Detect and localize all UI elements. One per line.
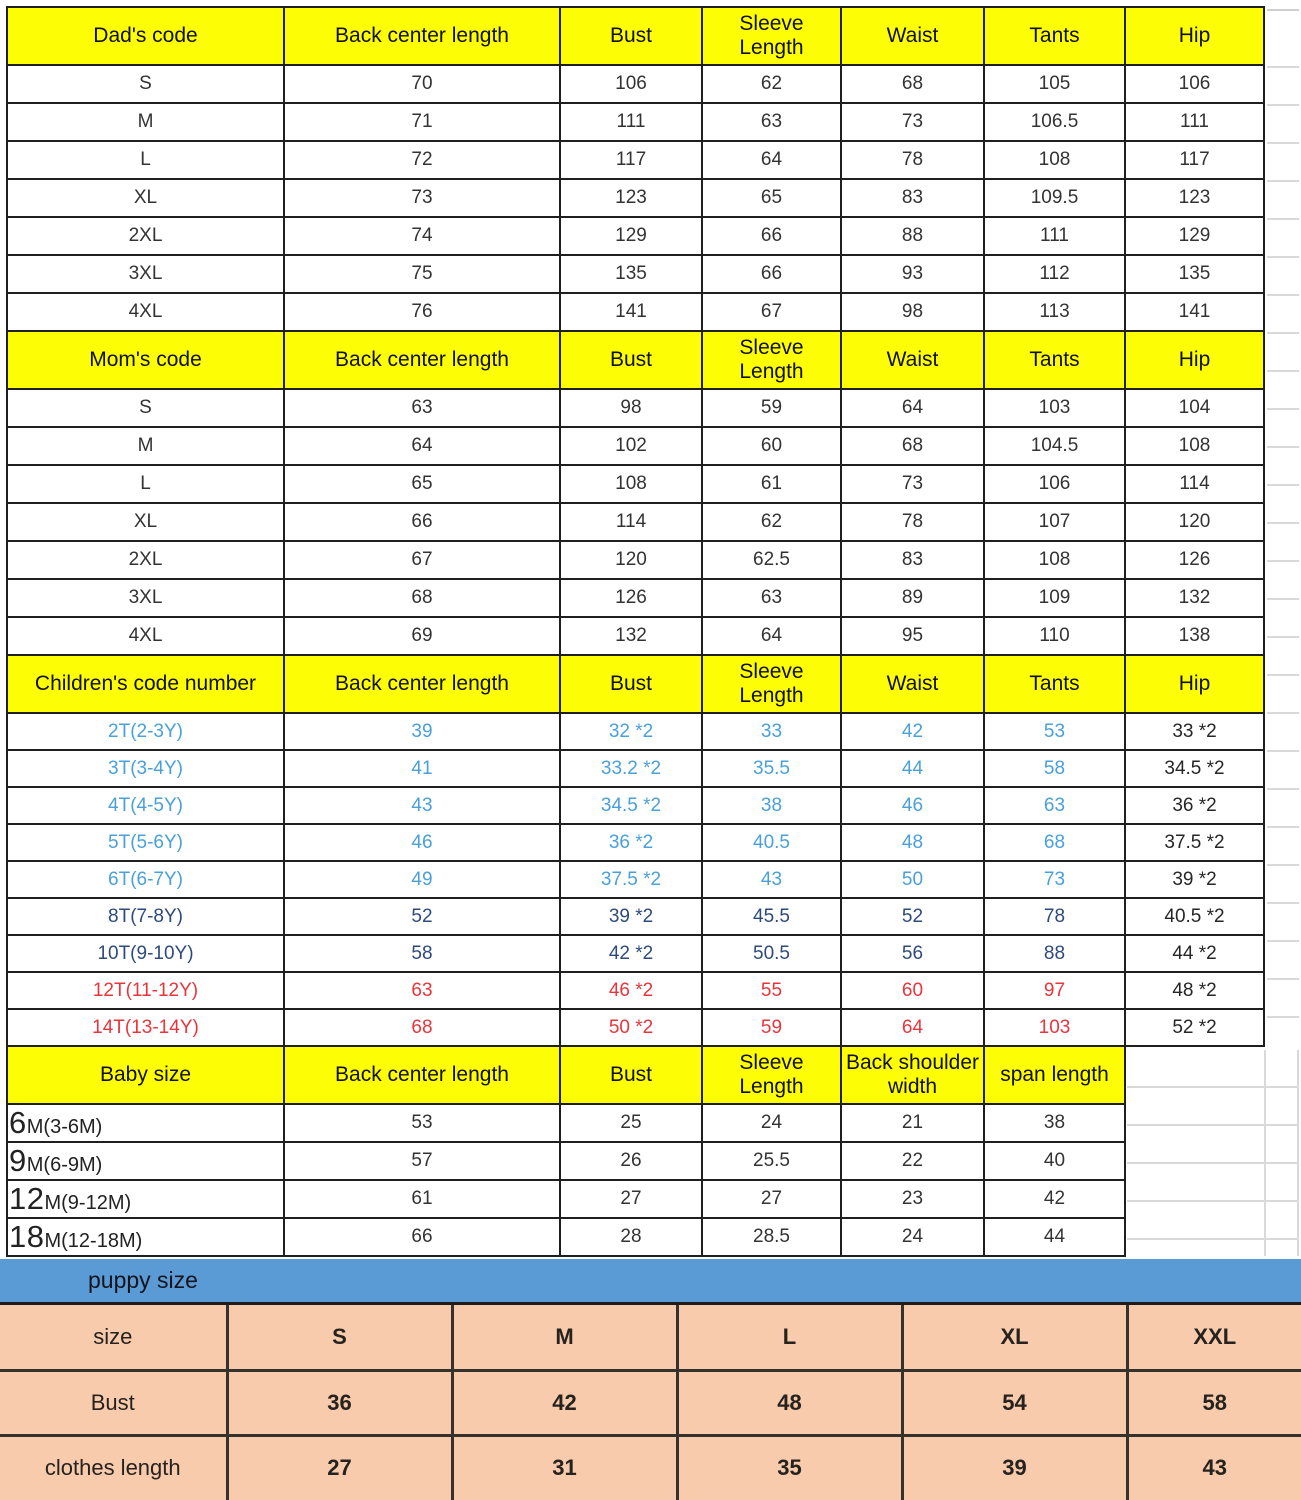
header-row [7, 7, 1264, 65]
cell: 135 [560, 255, 702, 293]
cell: 88 [841, 217, 984, 255]
sleeve-length-header: Sleeve Length [702, 1046, 841, 1104]
cell: 120 [560, 541, 702, 579]
back-shoulder-width-header: Back shoulder width [841, 1046, 984, 1104]
cell: 14T(13-14Y) [7, 1009, 284, 1046]
mom-size-row [7, 541, 1264, 579]
cell: 2XL [7, 541, 284, 579]
cell: 67 [284, 541, 560, 579]
baby-size-row [7, 1180, 1125, 1218]
cell: 132 [560, 617, 702, 655]
dad-table-header [7, 7, 1264, 65]
cell: 66 [702, 255, 841, 293]
cell: 5T(5-6Y) [7, 824, 284, 861]
cell: 60 [841, 972, 984, 1009]
cell: 27 [560, 1180, 702, 1218]
cell: 126 [1125, 541, 1264, 579]
cell: XL [902, 1305, 1127, 1370]
bust-header: Bust [560, 1046, 702, 1104]
cell: 68 [284, 1009, 560, 1046]
children-size-row [7, 824, 1264, 861]
cell: 63 [984, 787, 1125, 824]
cell: Bust [0, 1370, 227, 1435]
cell: 106 [560, 65, 702, 103]
mom-size-row [7, 579, 1264, 617]
cell: 27 [227, 1435, 452, 1500]
cell: 44 [841, 750, 984, 787]
cell: 78 [984, 898, 1125, 935]
cell: 48 [841, 824, 984, 861]
children-table-header [7, 655, 1264, 713]
back-center-length-header: Back center length [284, 7, 560, 65]
cell: 25 [560, 1104, 702, 1142]
cell: 32 *2 [560, 713, 702, 750]
dad-code-header: Dad's code [7, 7, 284, 65]
waist-header: Waist [841, 655, 984, 713]
size-tables-stack [6, 6, 1263, 1257]
cell: 2T(2-3Y) [7, 713, 284, 750]
cell: 46 [284, 824, 560, 861]
cell: 55 [702, 972, 841, 1009]
cell: 104.5 [984, 427, 1125, 465]
mom-size-table [6, 330, 1265, 656]
bust-header: Bust [560, 331, 702, 389]
sleeve-length-header: Sleeve Length [702, 655, 841, 713]
cell: 54 [902, 1370, 1127, 1435]
cell: 28.5 [702, 1218, 841, 1256]
cell: 73 [841, 103, 984, 141]
cell: 59 [702, 389, 841, 427]
cell: 35 [677, 1435, 902, 1500]
cell: 10T(9-10Y) [7, 935, 284, 972]
cell: 66 [284, 1218, 560, 1256]
cell: 89 [841, 579, 984, 617]
cell: 123 [1125, 179, 1264, 217]
mom-size-row [7, 503, 1264, 541]
cell: 93 [841, 255, 984, 293]
children-size-row [7, 787, 1264, 824]
baby-size-header: Baby size [7, 1046, 284, 1104]
cell: 114 [1125, 465, 1264, 503]
cell: 69 [284, 617, 560, 655]
sleeve-length-header: Sleeve Length [702, 7, 841, 65]
cell: 70 [284, 65, 560, 103]
dad-size-row [7, 141, 1264, 179]
baby-table-body [7, 1104, 1125, 1256]
cell: 66 [702, 217, 841, 255]
cell: 111 [560, 103, 702, 141]
back-center-length-header: Back center length [284, 655, 560, 713]
cell: 42 *2 [560, 935, 702, 972]
cell: L [7, 465, 284, 503]
cell: 106 [984, 465, 1125, 503]
cell: 50 [841, 861, 984, 898]
cell: 12T(11-12Y) [7, 972, 284, 1009]
cell: 111 [984, 217, 1125, 255]
cell: 120 [1125, 503, 1264, 541]
cell: 64 [702, 141, 841, 179]
cell: 71 [284, 103, 560, 141]
cell: 64 [841, 1009, 984, 1046]
cell: 106 [1125, 65, 1264, 103]
cell: 63 [702, 579, 841, 617]
cell: S [7, 65, 284, 103]
baby-size-number: 18 [9, 1219, 45, 1254]
cell: 83 [841, 179, 984, 217]
cell: 28 [560, 1218, 702, 1256]
cell: 74 [284, 217, 560, 255]
cell: 103 [984, 1009, 1125, 1046]
cell: 68 [284, 579, 560, 617]
cell: 132 [1125, 579, 1264, 617]
cell: 34.5 *2 [1125, 750, 1264, 787]
cell: 88 [984, 935, 1125, 972]
cell: 27 [702, 1180, 841, 1218]
cell: 123 [560, 179, 702, 217]
cell: 46 [841, 787, 984, 824]
cell: 37.5 *2 [1125, 824, 1264, 861]
cell: 61 [702, 465, 841, 503]
cell: M [7, 427, 284, 465]
cell: 56 [841, 935, 984, 972]
puppy-table-body [0, 1305, 1301, 1500]
cell: 48 [677, 1370, 902, 1435]
cell: 4XL [7, 293, 284, 331]
cell: 108 [1125, 427, 1264, 465]
cell: 6T(6-7Y) [7, 861, 284, 898]
cell: 22 [841, 1142, 984, 1180]
cell: 42 [984, 1180, 1125, 1218]
cell: 33 [702, 713, 841, 750]
cell: 18M(12-18M) [7, 1218, 284, 1256]
puppy-size-row [0, 1435, 1301, 1500]
cell: 135 [1125, 255, 1264, 293]
cell: 105 [984, 65, 1125, 103]
dad-size-row [7, 103, 1264, 141]
tants-header: Tants [984, 7, 1125, 65]
cell: 64 [841, 389, 984, 427]
cell: 36 *2 [1125, 787, 1264, 824]
cell: 39 [902, 1435, 1127, 1500]
baby-size-row [7, 1218, 1125, 1256]
cell: 43 [284, 787, 560, 824]
cell: 8T(7-8Y) [7, 898, 284, 935]
cell: 104 [1125, 389, 1264, 427]
cell: 39 [284, 713, 560, 750]
cell: 60 [702, 427, 841, 465]
cell: 112 [984, 255, 1125, 293]
children-size-row [7, 1009, 1264, 1046]
cell: 12M(9-12M) [7, 1180, 284, 1218]
cell: 76 [284, 293, 560, 331]
cell: S [7, 389, 284, 427]
header-row [7, 331, 1264, 389]
dad-size-row [7, 293, 1264, 331]
cell: 39 *2 [1125, 861, 1264, 898]
mom-table-body [7, 389, 1264, 655]
cell: 59 [702, 1009, 841, 1046]
dad-size-row [7, 65, 1264, 103]
cell: 106.5 [984, 103, 1125, 141]
cell: 36 [227, 1370, 452, 1435]
cell: 33 *2 [1125, 713, 1264, 750]
cell: 42 [452, 1370, 677, 1435]
cell: XL [7, 179, 284, 217]
cell: 57 [284, 1142, 560, 1180]
cell: 98 [560, 389, 702, 427]
cell: 45.5 [702, 898, 841, 935]
cell: 107 [984, 503, 1125, 541]
header-row [7, 655, 1264, 713]
cell: 129 [560, 217, 702, 255]
cell: 103 [984, 389, 1125, 427]
cell: 78 [841, 503, 984, 541]
cell: 52 [841, 898, 984, 935]
children-size-row [7, 972, 1264, 1009]
children-table-body [7, 713, 1264, 1046]
back-center-length-header: Back center length [284, 1046, 560, 1104]
spreadsheet-gridlines [1267, 30, 1299, 1046]
baby-table-header [7, 1046, 1125, 1104]
cell: 53 [984, 713, 1125, 750]
baby-size-row [7, 1142, 1125, 1180]
cell: L [677, 1305, 902, 1370]
cell: 75 [284, 255, 560, 293]
cell: 110 [984, 617, 1125, 655]
cell: 63 [284, 389, 560, 427]
cell: 9M(6-9M) [7, 1142, 284, 1180]
children-size-row [7, 935, 1264, 972]
cell: 108 [984, 541, 1125, 579]
mom-table-header [7, 331, 1264, 389]
puppy-size-header-bar [0, 1259, 1301, 1305]
mom-size-row [7, 389, 1264, 427]
cell: 109.5 [984, 179, 1125, 217]
cell: 38 [984, 1104, 1125, 1142]
children-code-header: Children's code number [7, 655, 284, 713]
cell: 97 [984, 972, 1125, 1009]
waist-header: Waist [841, 7, 984, 65]
spreadsheet-gridline [1297, 1050, 1299, 1256]
cell: 111 [1125, 103, 1264, 141]
cell: 44 [984, 1218, 1125, 1256]
cell: 24 [702, 1104, 841, 1142]
cell: 3XL [7, 579, 284, 617]
bust-header: Bust [560, 7, 702, 65]
cell: 113 [984, 293, 1125, 331]
header-row [7, 1046, 1125, 1104]
cell: 67 [702, 293, 841, 331]
cell: 2XL [7, 217, 284, 255]
cell: 108 [560, 465, 702, 503]
cell: 21 [841, 1104, 984, 1142]
cell: 129 [1125, 217, 1264, 255]
span-length-header: span length [984, 1046, 1125, 1104]
cell: 73 [284, 179, 560, 217]
dad-size-table [6, 6, 1265, 332]
cell: 63 [702, 103, 841, 141]
cell: 95 [841, 617, 984, 655]
cell: size [0, 1305, 227, 1370]
tants-header: Tants [984, 331, 1125, 389]
cell: 36 *2 [560, 824, 702, 861]
dad-size-row [7, 217, 1264, 255]
cell: 3XL [7, 255, 284, 293]
children-size-row [7, 713, 1264, 750]
hip-header: Hip [1125, 331, 1264, 389]
cell: 35.5 [702, 750, 841, 787]
cell: 102 [560, 427, 702, 465]
cell: 73 [841, 465, 984, 503]
baby-size-number: 9 [9, 1143, 27, 1178]
cell: 62 [702, 65, 841, 103]
cell: 98 [841, 293, 984, 331]
cell: 72 [284, 141, 560, 179]
hip-header: Hip [1125, 7, 1264, 65]
spreadsheet-gridline [1267, 9, 1299, 11]
cell: L [7, 141, 284, 179]
cell: 4T(4-5Y) [7, 787, 284, 824]
cell: 40 [984, 1142, 1125, 1180]
cell: 68 [841, 65, 984, 103]
cell: 53 [284, 1104, 560, 1142]
cell: 62.5 [702, 541, 841, 579]
cell: 34.5 *2 [560, 787, 702, 824]
cell: 114 [560, 503, 702, 541]
cell: 61 [284, 1180, 560, 1218]
cell: 65 [284, 465, 560, 503]
cell: 58 [984, 750, 1125, 787]
cell: clothes length [0, 1435, 227, 1500]
puppy-size-row [0, 1305, 1301, 1370]
puppy-size-row [0, 1370, 1301, 1435]
cell: 63 [284, 972, 560, 1009]
cell: 58 [1127, 1370, 1301, 1435]
baby-size-number: 12 [9, 1181, 45, 1216]
spreadsheet-gridline [1264, 1050, 1266, 1256]
puppy-size-table [0, 1305, 1301, 1500]
cell: M [7, 103, 284, 141]
cell: 73 [984, 861, 1125, 898]
cell: 138 [1125, 617, 1264, 655]
cell: 6M(3-6M) [7, 1104, 284, 1142]
cell: 78 [841, 141, 984, 179]
cell: 52 [284, 898, 560, 935]
cell: 117 [1125, 141, 1264, 179]
baby-size-row [7, 1104, 1125, 1142]
cell: 62 [702, 503, 841, 541]
puppy-size-title: puppy size [88, 1267, 198, 1293]
cell: 64 [702, 617, 841, 655]
dad-table-body [7, 65, 1264, 331]
cell: 68 [984, 824, 1125, 861]
cell: 48 *2 [1125, 972, 1264, 1009]
cell: 26 [560, 1142, 702, 1180]
cell: XXL [1127, 1305, 1301, 1370]
cell: 46 *2 [560, 972, 702, 1009]
cell: 52 *2 [1125, 1009, 1264, 1046]
cell: XL [7, 503, 284, 541]
cell: 37.5 *2 [560, 861, 702, 898]
cell: 108 [984, 141, 1125, 179]
cell: 58 [284, 935, 560, 972]
children-size-table [6, 654, 1265, 1047]
waist-header: Waist [841, 331, 984, 389]
cell: 43 [702, 861, 841, 898]
back-center-length-header: Back center length [284, 331, 560, 389]
sleeve-length-header: Sleeve Length [702, 331, 841, 389]
cell: S [227, 1305, 452, 1370]
cell: 117 [560, 141, 702, 179]
cell: 42 [841, 713, 984, 750]
dad-size-row [7, 179, 1264, 217]
cell: 50.5 [702, 935, 841, 972]
mom-code-header: Mom's code [7, 331, 284, 389]
dad-size-row [7, 255, 1264, 293]
cell: 126 [560, 579, 702, 617]
children-size-row [7, 750, 1264, 787]
children-size-row [7, 898, 1264, 935]
cell: 141 [560, 293, 702, 331]
tants-header: Tants [984, 655, 1125, 713]
cell: 3T(3-4Y) [7, 750, 284, 787]
cell: 83 [841, 541, 984, 579]
cell: 64 [284, 427, 560, 465]
cell: 109 [984, 579, 1125, 617]
cell: 41 [284, 750, 560, 787]
cell: 25.5 [702, 1142, 841, 1180]
children-size-row [7, 861, 1264, 898]
cell: 31 [452, 1435, 677, 1500]
cell: 49 [284, 861, 560, 898]
cell: 40.5 *2 [1125, 898, 1264, 935]
cell: 50 *2 [560, 1009, 702, 1046]
cell: 43 [1127, 1435, 1301, 1500]
cell: 33.2 *2 [560, 750, 702, 787]
mom-size-row [7, 617, 1264, 655]
baby-size-number: 6 [9, 1105, 27, 1140]
bust-header: Bust [560, 655, 702, 713]
cell: 66 [284, 503, 560, 541]
spreadsheet-gridlines [1127, 1050, 1299, 1256]
mom-size-row [7, 465, 1264, 503]
cell: 44 *2 [1125, 935, 1264, 972]
cell: 4XL [7, 617, 284, 655]
cell: 40.5 [702, 824, 841, 861]
hip-header: Hip [1125, 655, 1264, 713]
cell: M [452, 1305, 677, 1370]
cell: 23 [841, 1180, 984, 1218]
cell: 24 [841, 1218, 984, 1256]
cell: 65 [702, 179, 841, 217]
cell: 68 [841, 427, 984, 465]
baby-size-table [6, 1045, 1126, 1257]
cell: 38 [702, 787, 841, 824]
cell: 141 [1125, 293, 1264, 331]
cell: 39 *2 [560, 898, 702, 935]
mom-size-row [7, 427, 1264, 465]
